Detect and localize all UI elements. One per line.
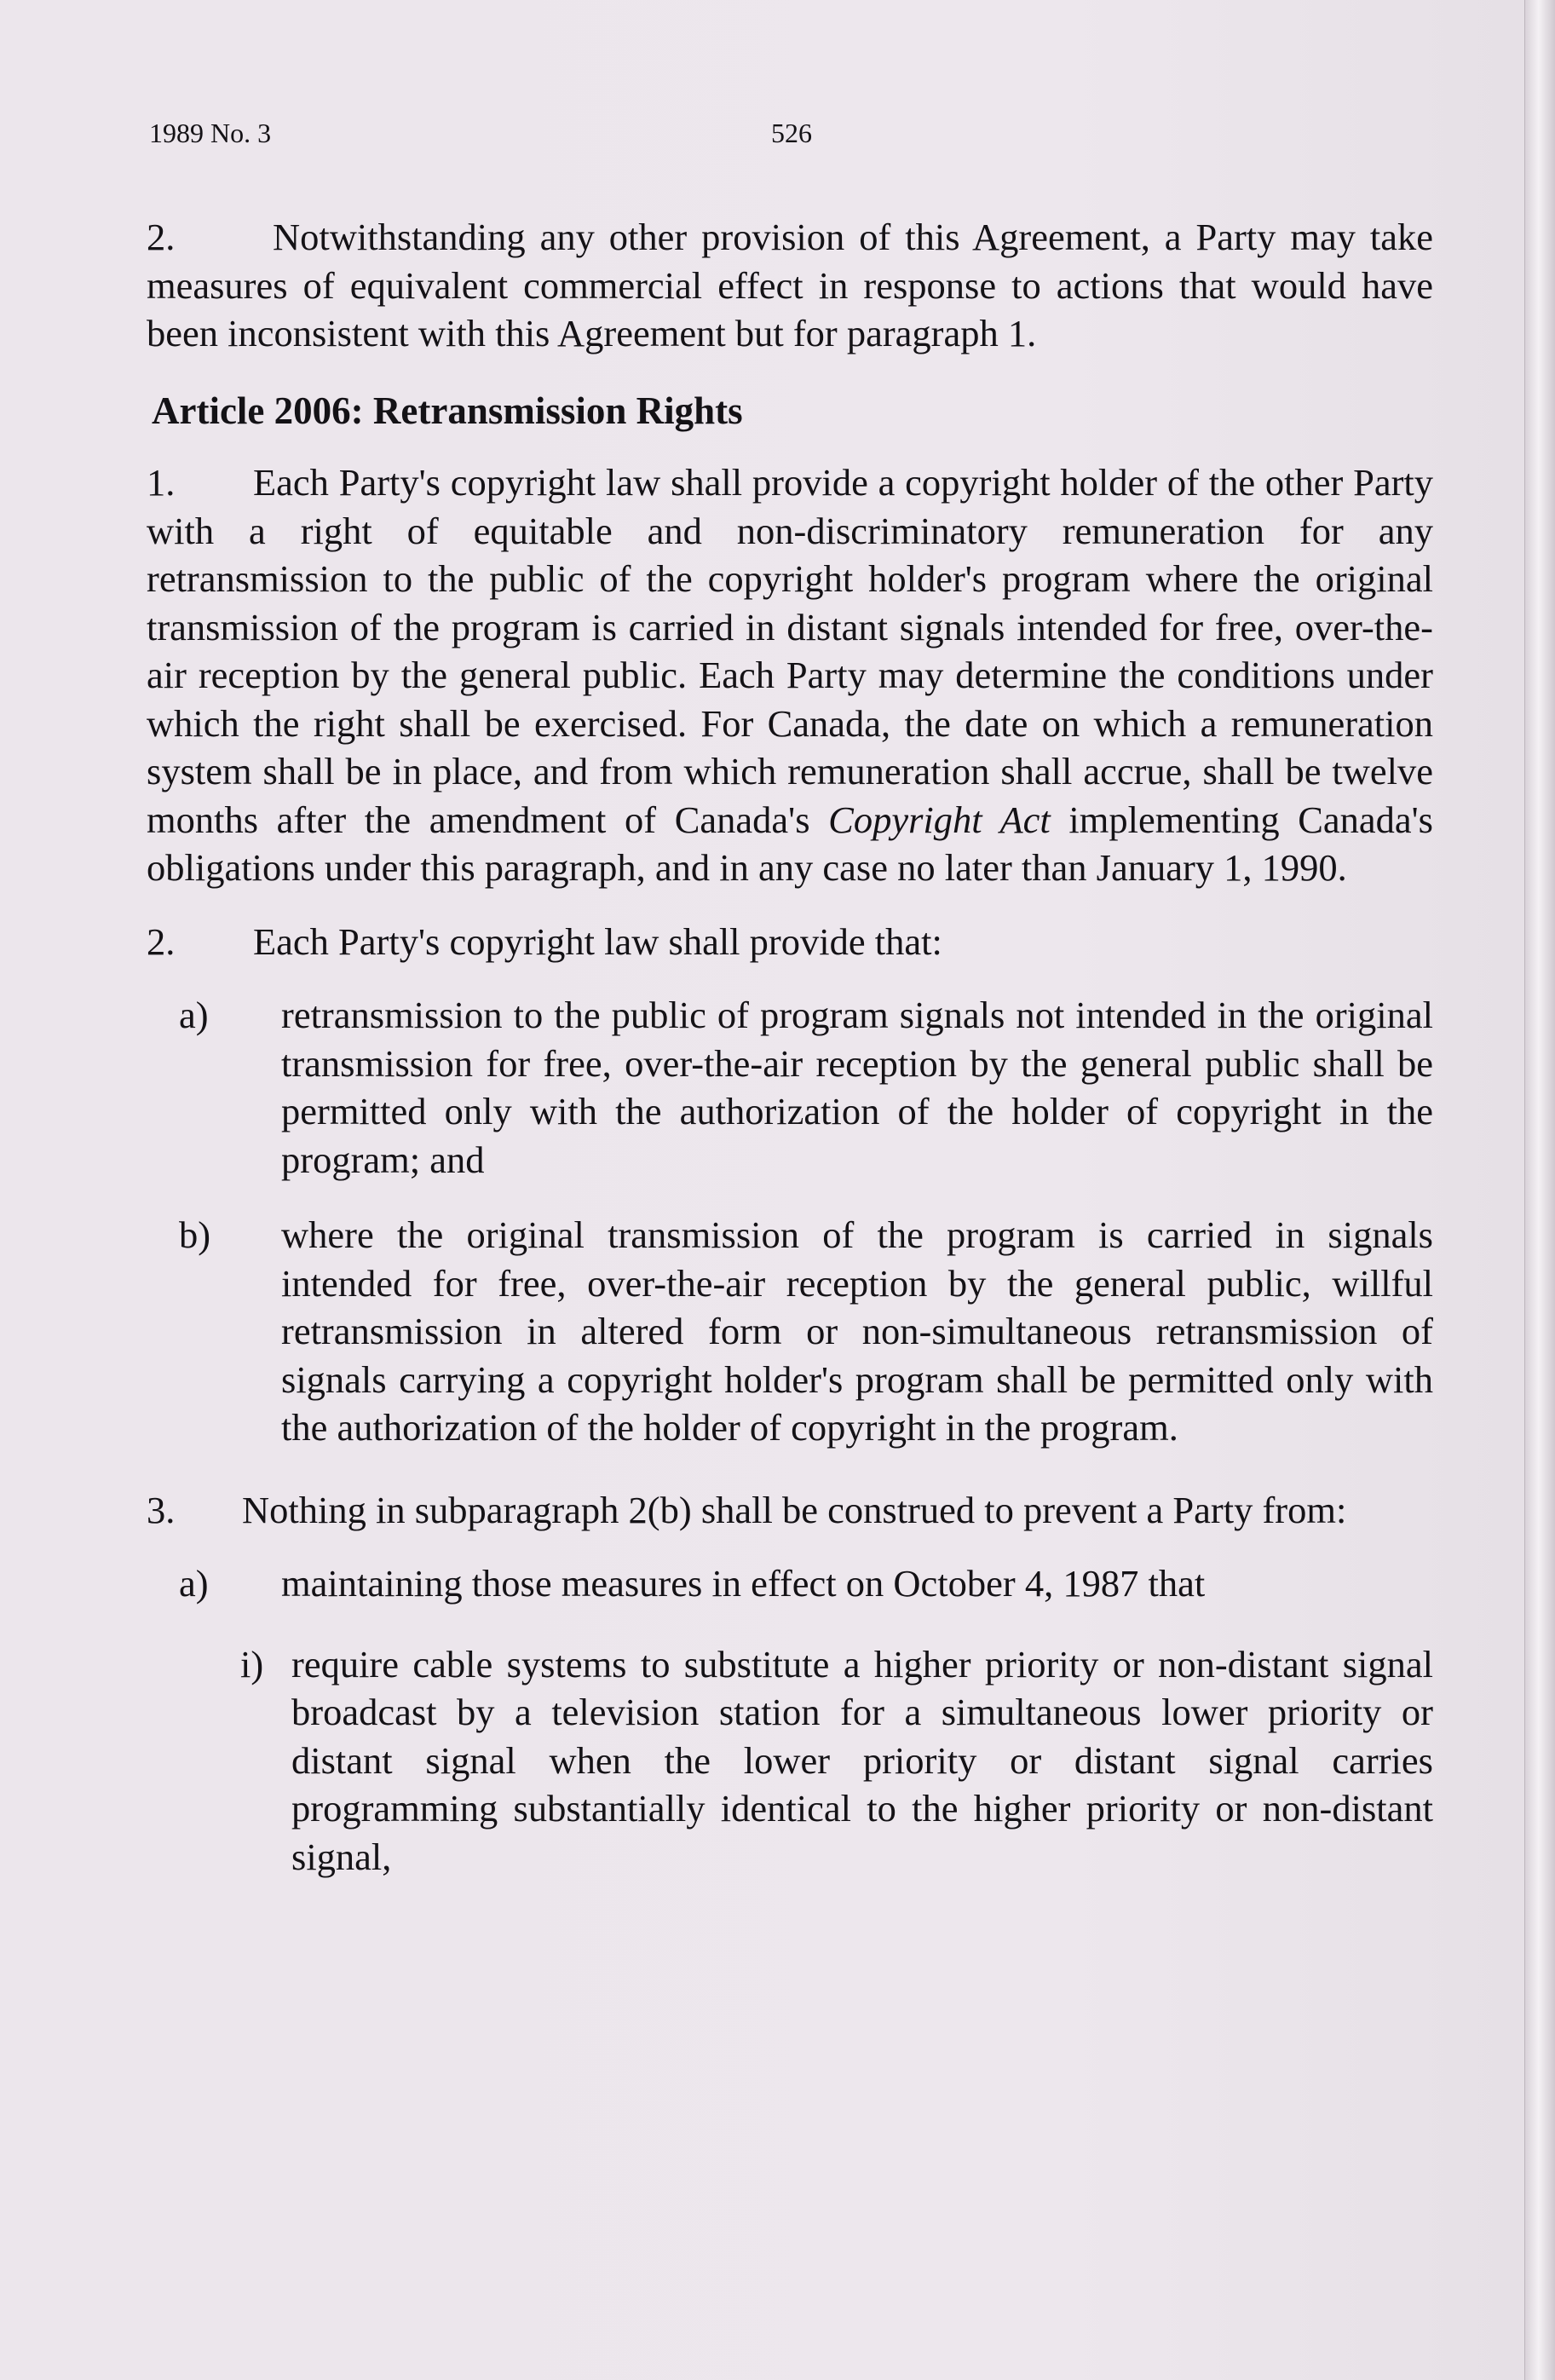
intro-paragraph (147, 213, 1433, 358)
list-item-3a (147, 1559, 1433, 1608)
page-number: 526 (771, 118, 812, 148)
list-item-a (147, 991, 1433, 1184)
paragraph-number: 3. (147, 1488, 176, 1531)
article-heading: Article 2006: Retransmission Rights (152, 389, 743, 432)
running-header: 1989 No. 3 (149, 118, 272, 148)
paragraph-number: 2. (147, 216, 176, 258)
article-paragraph-3 (147, 1486, 1433, 1535)
item-label: a) (179, 994, 209, 1036)
article-paragraph-1 (147, 458, 1433, 892)
paragraph-text: Notwithstanding any other provision of this Agreement, a Party may take measures of equivalent commercial effect in response to actions that would have been inconsistent with this Agreement but for paragraph 1. (147, 216, 1433, 354)
list-item-b (147, 1211, 1433, 1452)
copyright-act-title: Copyright Act (828, 798, 1051, 841)
paragraph-text-end: implementing Canada's obligations under this paragraph, and in any case no later than January 1, 1990. (147, 798, 1433, 889)
page-edge (1524, 0, 1555, 2380)
paragraph-text-start: Each Party's copyright law shall provide a copyright holder of the other Party with a right of equitable and non-discriminatory remuneration for any retransmission to the public of the copyright holder's program where the original transmission of the program is carried in distant signals intended for free, over-the-air reception by the general public. Each Party may determine the conditions under which the right shall be exercised. For Canada, the date on which a remuneration system shall be in place, and from which remuneration shall accrue, shall be twelve months after the amendment of Canada's (147, 461, 1433, 841)
item-label: a) (179, 1562, 209, 1605)
page-body (147, 213, 1433, 1906)
item-text: maintaining those measures in effect on October 4, 1987 that (281, 1562, 1206, 1605)
paragraph-number: 2. (147, 919, 176, 963)
paragraph-text: Nothing in subparagraph 2(b) shall be construed to prevent a Party from: (242, 1488, 1347, 1531)
list-item-3a-i (147, 1640, 1433, 1882)
item-text: where the original transmission of the program is carried in signals intended for free, over-the-air reception by the general public, willful retransmission in altered form or non-simultaneous retransmission of signals carrying a copyright holder's program shall be permitted only with the authorization of the holder of copyright in the program. (281, 1213, 1433, 1449)
item-label: i) (240, 1642, 264, 1686)
article-paragraph-2 (147, 918, 1433, 966)
item-label: b) (179, 1213, 211, 1256)
item-text: retransmission to the public of program signals not intended in the original transmission for free, over-the-air reception by the general public shall be permitted only with the authorization of the holder of copyright in the program; and (281, 994, 1433, 1181)
paragraph-number: 1. (147, 461, 176, 504)
item-text: require cable systems to substitute a higher priority or non-distant signal broadcast by a television station for a simultaneous lower priority or distant signal when the lower priority or distant signal carries programming substantially identical to the higher priority or non-distant signal, (291, 1642, 1433, 1878)
paragraph-text: Each Party's copyright law shall provide that: (253, 919, 942, 963)
